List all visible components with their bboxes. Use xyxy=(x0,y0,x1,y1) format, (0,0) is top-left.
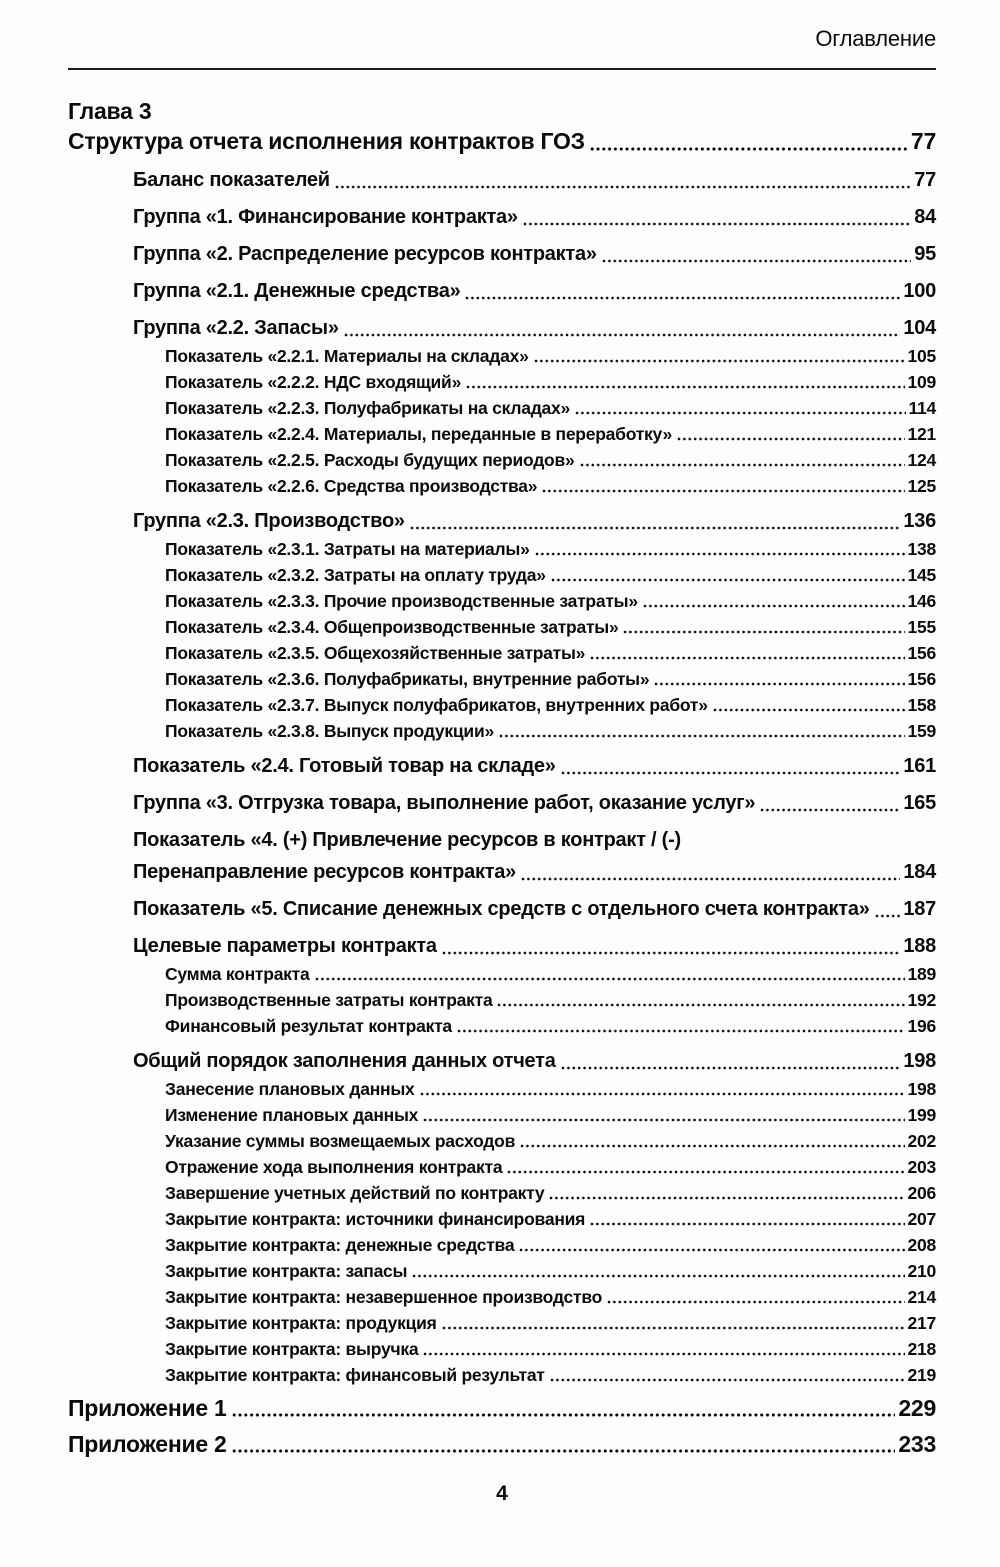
toc-entry-page: 208 xyxy=(907,1235,936,1255)
toc-entry-page: 77 xyxy=(910,128,936,154)
dot-leader xyxy=(580,462,905,468)
toc-entry xyxy=(165,989,936,1011)
toc-entry xyxy=(165,1312,936,1334)
toc-entry-title: Группа «2.2. Запасы» xyxy=(133,317,339,339)
toc-entry-page: 158 xyxy=(907,695,936,715)
toc-entry xyxy=(165,642,936,664)
toc-entry xyxy=(165,694,936,716)
dot-leader xyxy=(677,436,905,442)
toc-entry-page: 136 xyxy=(903,510,936,532)
toc-entry-title: Показатель «2.2.4. Материалы, переданные в переработку» xyxy=(165,424,672,444)
toc-entry xyxy=(165,1078,936,1100)
dot-leader xyxy=(232,1412,896,1418)
toc-entry-title: Закрытие контракта: финансовый результат xyxy=(165,1365,545,1385)
dot-leader xyxy=(232,1448,896,1454)
toc-entry xyxy=(165,616,936,638)
dot-leader xyxy=(875,913,901,919)
toc-entry-page: 95 xyxy=(914,243,936,265)
toc-entry xyxy=(165,345,936,367)
toc-entry xyxy=(165,564,936,586)
toc-entry-page: 146 xyxy=(907,591,936,611)
dot-leader xyxy=(423,1351,904,1357)
toc-entry xyxy=(165,538,936,560)
dot-leader xyxy=(623,629,904,635)
dot-leader xyxy=(507,1169,904,1175)
toc-entry-page: 77 xyxy=(914,169,936,191)
toc-entry xyxy=(165,590,936,612)
toc-entry xyxy=(68,96,936,126)
toc-entry-title: Общий порядок заполнения данных отчета xyxy=(133,1050,556,1072)
toc-entry-page: 138 xyxy=(907,539,936,559)
toc-entry-page: 207 xyxy=(907,1209,936,1229)
dot-leader xyxy=(760,807,900,813)
toc-entry-title: Показатель «2.2.3. Полуфабрикаты на складах» xyxy=(165,398,571,418)
toc-entry-title: Показатель «2.3.4. Общепроизводственные затраты» xyxy=(165,617,619,637)
header-divider-rule xyxy=(68,68,936,70)
toc-entry-title: Группа «1. Финансирование контракта» xyxy=(133,206,518,228)
toc-entry-title: Завершение учетных действий по контракту xyxy=(165,1183,545,1203)
toc-entry xyxy=(133,934,936,959)
toc-entry xyxy=(133,791,936,816)
toc-entry xyxy=(133,242,936,267)
toc-list xyxy=(68,96,936,1458)
toc-entry xyxy=(165,475,936,497)
toc-entry xyxy=(133,509,936,534)
dot-leader xyxy=(442,1325,905,1331)
toc-entry-title: Показатель «2.2.1. Материалы на складах» xyxy=(165,346,529,366)
toc-entry xyxy=(165,371,936,393)
toc-entry-page: 161 xyxy=(903,755,936,777)
toc-entry-title: Закрытие контракта: незавершенное производство xyxy=(165,1287,603,1307)
toc-entry-title: Показатель «5. Списание денежных средств с отдельного счета контракта» xyxy=(133,898,870,920)
toc-entry-title: Приложение 2 xyxy=(68,1431,227,1457)
toc-entry xyxy=(68,1430,936,1458)
toc-entry-title: Показатель «2.3.8. Выпуск продукции» xyxy=(165,721,494,741)
toc-entry xyxy=(133,1049,936,1074)
toc-entry-title: Показатель «2.2.5. Расходы будущих периодов» xyxy=(165,450,575,470)
toc-entry xyxy=(68,1394,936,1422)
dot-leader xyxy=(519,1247,904,1253)
toc-entry-title: Показатель «2.2.6. Средства производства» xyxy=(165,476,538,496)
toc-entry-title: Указание суммы возмещаемых расходов xyxy=(165,1131,516,1151)
toc-entry-page: 198 xyxy=(903,1050,936,1072)
dot-leader xyxy=(423,1117,904,1123)
toc-entry-page: 156 xyxy=(907,669,936,689)
toc-entry-page: 217 xyxy=(907,1313,936,1333)
toc-entry xyxy=(133,168,936,193)
dot-leader xyxy=(410,525,901,531)
toc-entry-page: 156 xyxy=(907,643,936,663)
toc-entry-title: Закрытие контракта: продукция xyxy=(165,1313,437,1333)
toc-entry-title: Сумма контракта xyxy=(165,964,310,984)
toc-entry-title: Закрытие контракта: запасы xyxy=(165,1261,408,1281)
dot-leader xyxy=(523,221,911,227)
dot-leader xyxy=(542,488,904,494)
toc-entry xyxy=(165,1104,936,1126)
toc-entry-page: 125 xyxy=(907,476,936,496)
dot-leader xyxy=(497,1002,904,1008)
toc-entry xyxy=(165,720,936,742)
toc-entry-title: Показатель «2.4. Готовый товар на складе» xyxy=(133,755,556,777)
toc-entry xyxy=(133,316,936,341)
toc-entry-title: Показатель «2.3.3. Прочие производственные затраты» xyxy=(165,591,638,611)
toc-entry-page: 192 xyxy=(907,990,936,1010)
toc-entry-title: Показатель «2.3.2. Затраты на оплату труда» xyxy=(165,565,546,585)
dot-leader xyxy=(520,1143,904,1149)
toc-entry-page: 121 xyxy=(907,424,936,444)
dot-leader xyxy=(412,1273,904,1279)
toc-entry-page: 206 xyxy=(907,1183,936,1203)
toc-entry xyxy=(133,279,936,304)
toc-entry xyxy=(133,205,936,230)
dot-leader xyxy=(602,258,912,264)
dot-leader xyxy=(643,603,905,609)
dot-leader xyxy=(420,1091,905,1097)
toc-entry-page: 109 xyxy=(907,372,936,392)
toc-entry xyxy=(165,1156,936,1178)
dot-leader xyxy=(549,1195,904,1201)
toc-entry xyxy=(165,1015,936,1037)
toc-entry-page: 124 xyxy=(907,450,936,470)
toc-entry-page: 229 xyxy=(898,1395,936,1421)
toc-entry-title: Приложение 1 xyxy=(68,1395,227,1421)
toc-entry-title: Группа «2.3. Производство» xyxy=(133,510,405,532)
toc-entry xyxy=(165,423,936,445)
dot-leader xyxy=(466,384,905,390)
toc-entry-title: Перенаправление ресурсов контракта» xyxy=(133,861,517,883)
dot-leader xyxy=(561,1065,901,1071)
toc-entry xyxy=(165,963,936,985)
toc-entry-page: 198 xyxy=(907,1079,936,1099)
toc-entry-page: 210 xyxy=(907,1261,936,1281)
toc-entry-title: Глава 3 xyxy=(68,98,152,124)
toc-entry-page: 100 xyxy=(903,280,936,302)
toc-entry-page: 145 xyxy=(907,565,936,585)
toc-entry-page: 184 xyxy=(903,861,936,883)
toc-entry-title: Целевые параметры контракта xyxy=(133,935,437,957)
dot-leader xyxy=(457,1028,905,1034)
toc-entry-page: 202 xyxy=(907,1131,936,1151)
toc-entry-page: 104 xyxy=(903,317,936,339)
toc-entry-title: Занесение плановых данных xyxy=(165,1079,415,1099)
dot-leader xyxy=(575,410,906,416)
page-header-title: Оглавление xyxy=(815,26,936,51)
dot-leader xyxy=(551,577,905,583)
toc-entry-title: Отражение хода выполнения контракта xyxy=(165,1157,503,1177)
dot-leader xyxy=(713,707,905,713)
dot-leader xyxy=(590,1221,904,1227)
toc-entry xyxy=(165,449,936,471)
toc-entry xyxy=(133,897,936,922)
dot-leader xyxy=(590,146,908,152)
toc-entry-page: 196 xyxy=(907,1016,936,1036)
toc-entry-title: Группа «2.1. Денежные средства» xyxy=(133,280,461,302)
toc-entry xyxy=(165,668,936,690)
toc-entry-title: Закрытие контракта: источники финансирования xyxy=(165,1209,586,1229)
toc-entry-title: Изменение плановых данных xyxy=(165,1105,419,1125)
toc-entry-page: 188 xyxy=(903,935,936,957)
toc-entry-page: 219 xyxy=(907,1365,936,1385)
toc-entry xyxy=(165,1182,936,1204)
toc-entry-title: Финансовый результат контракта xyxy=(165,1016,452,1036)
toc-entry xyxy=(165,1338,936,1360)
toc-entry xyxy=(165,1130,936,1152)
toc-entry-title: Производственные затраты контракта xyxy=(165,990,493,1010)
toc-entry xyxy=(165,1286,936,1308)
toc-entry xyxy=(165,1234,936,1256)
dot-leader xyxy=(535,551,905,557)
toc-entry-page: 233 xyxy=(898,1431,936,1457)
toc-entry-page: 218 xyxy=(907,1339,936,1359)
toc-entry-page: 105 xyxy=(907,346,936,366)
toc-entry-page: 159 xyxy=(907,721,936,741)
toc-entry-title: Показатель «4. (+) Привлечение ресурсов в контракт / (-) xyxy=(133,829,681,851)
toc-entry xyxy=(68,126,936,156)
toc-entry xyxy=(133,754,936,779)
dot-leader xyxy=(344,332,901,338)
dot-leader xyxy=(442,950,901,956)
toc-entry xyxy=(165,1364,936,1386)
toc-entry-page: 165 xyxy=(903,792,936,814)
toc-entry xyxy=(165,1260,936,1282)
page-number-footer: 4 xyxy=(496,1482,508,1505)
toc-entry-page: 203 xyxy=(907,1157,936,1177)
dot-leader xyxy=(465,295,900,301)
toc-entry-title: Показатель «2.3.5. Общехозяйственные затраты» xyxy=(165,643,586,663)
toc-entry-page: 114 xyxy=(908,398,936,418)
toc-entry-page: 155 xyxy=(907,617,936,637)
toc-entry-title: Баланс показателей xyxy=(133,169,330,191)
toc-entry xyxy=(165,397,936,419)
dot-leader xyxy=(654,681,904,687)
toc-entry-title: Группа «2. Распределение ресурсов контракта» xyxy=(133,243,597,265)
toc-entry-page: 214 xyxy=(907,1287,936,1307)
toc-entry-title: Показатель «2.3.7. Выпуск полуфабрикатов, внутренних работ» xyxy=(165,695,708,715)
dot-leader xyxy=(315,976,905,982)
toc-entry-title: Показатель «2.2.2. НДС входящий» xyxy=(165,372,462,392)
toc-entry-page: 187 xyxy=(903,898,936,920)
dot-leader xyxy=(561,770,901,776)
toc-entry-title: Показатель «2.3.6. Полуфабрикаты, внутренние работы» xyxy=(165,669,650,689)
toc-entry xyxy=(165,1208,936,1230)
toc-entry-title: Закрытие контракта: денежные средства xyxy=(165,1235,515,1255)
dot-leader xyxy=(607,1299,905,1305)
toc-entry-title: Закрытие контракта: выручка xyxy=(165,1339,419,1359)
dot-leader xyxy=(499,733,905,739)
dot-leader xyxy=(590,655,904,661)
toc-entry-title: Группа «3. Отгрузка товара, выполнение работ, оказание услуг» xyxy=(133,792,756,814)
toc-entry-page: 189 xyxy=(907,964,936,984)
toc-entry-title: Структура отчета исполнения контрактов ГОЗ xyxy=(68,128,585,154)
dot-leader xyxy=(521,876,900,882)
dot-leader xyxy=(335,184,911,190)
toc-entry-page: 84 xyxy=(914,206,936,228)
toc-entry xyxy=(133,860,936,885)
dot-leader xyxy=(550,1377,905,1383)
toc-entry-page: 199 xyxy=(907,1105,936,1125)
dot-leader xyxy=(534,358,905,364)
toc-entry xyxy=(133,828,936,853)
toc-entry-title: Показатель «2.3.1. Затраты на материалы» xyxy=(165,539,530,559)
